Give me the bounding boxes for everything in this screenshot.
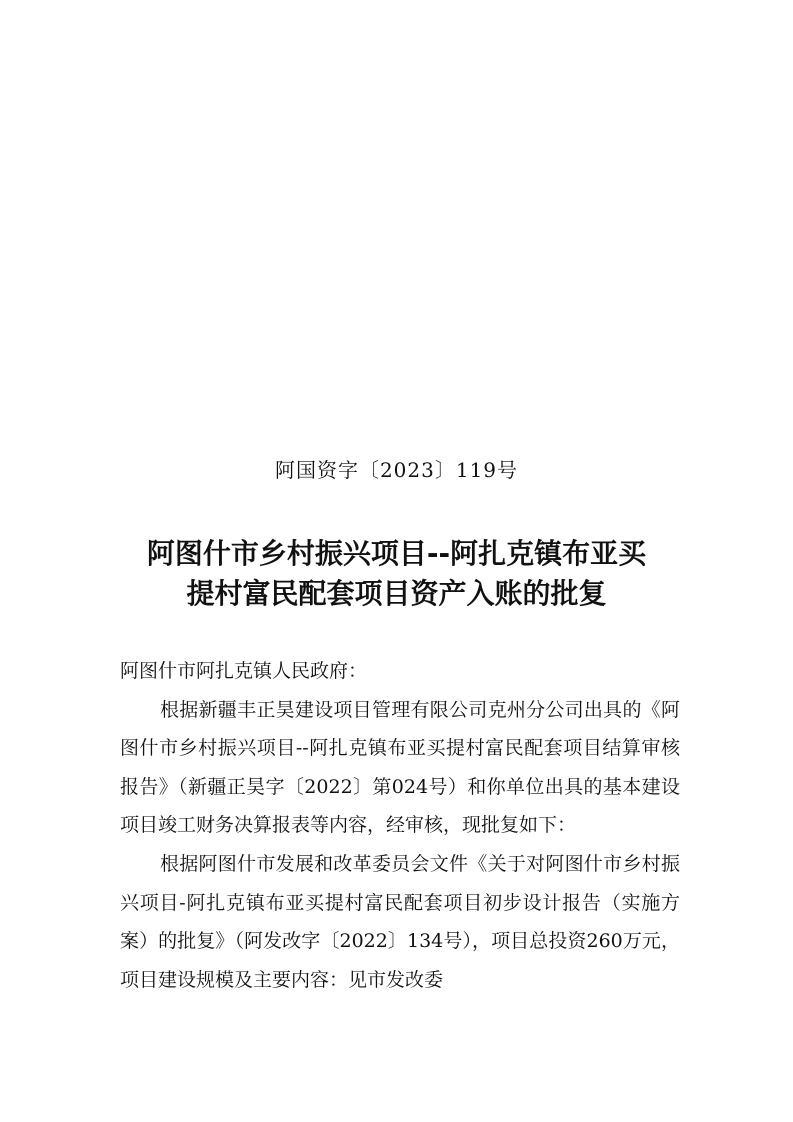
body-paragraph-1: 根据新疆丰正昊建设项目管理有限公司克州分公司出具的《阿图什市乡村振兴项目--阿扎克镇布亚买提村富民配套项目结算审核报告》（新疆正昊字〔2022〕第024号）和你单位出具的基本建设项目竣工财务决算报表等内容，经审核，现批复如下： [120,698,680,837]
body-paragraph-2: 根据阿图什市发展和改革委员会文件《关于对阿图什市乡村振兴项目-阿扎克镇布亚买提村富民配套项目初步设计报告（实施方案）的批复》（阿发改字〔2022〕134号），项目总投资260万元，项目建设规模及主要内容：见市发改委 [120,852,680,991]
document-number: 阿国资字〔2023〕119号 [274,458,519,482]
title-line-1: 阿图什市乡村振兴项目--阿扎克镇布亚买 [146,537,647,570]
title-line-2: 提村富民配套项目资产入账的批复 [186,577,607,610]
salutation: 阿图什市阿扎克镇人民政府： [120,660,368,682]
document-title [90,534,703,614]
document-body [120,652,680,999]
